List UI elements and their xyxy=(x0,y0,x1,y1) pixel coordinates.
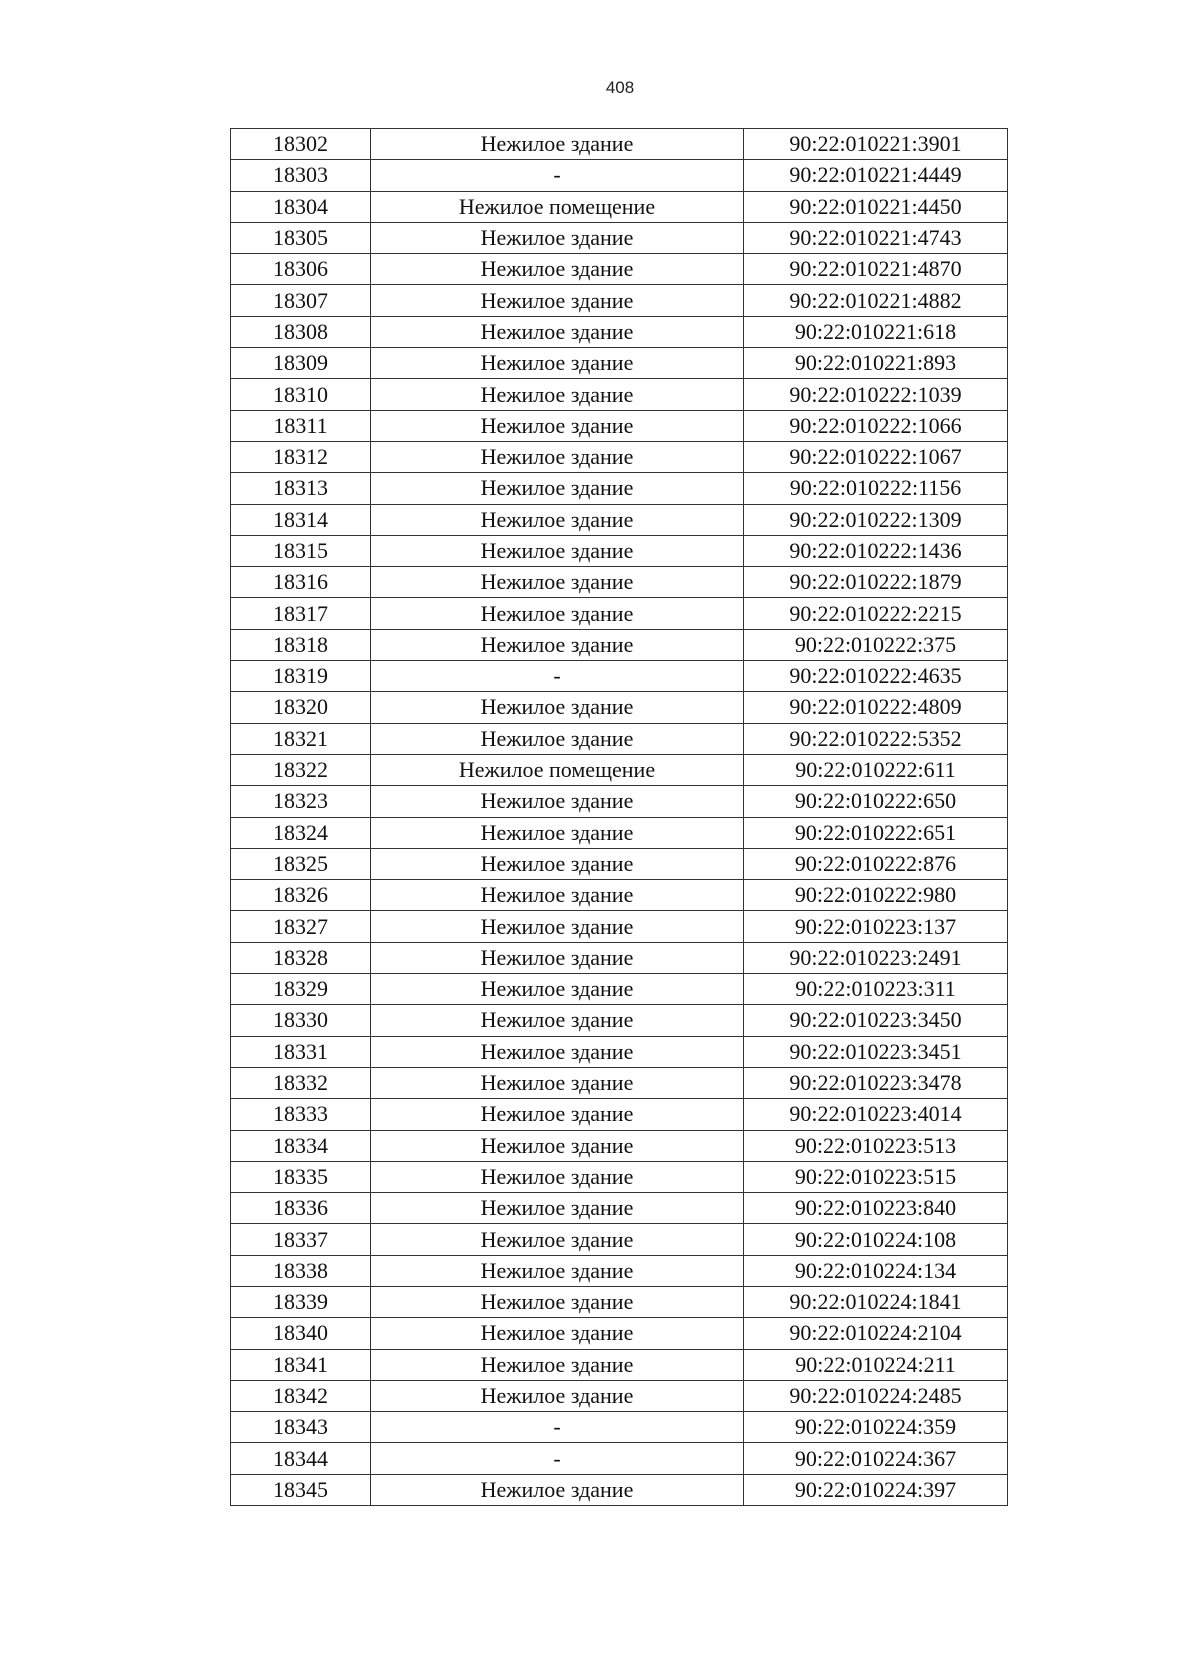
object-type-cell: Нежилое здание xyxy=(371,1349,744,1380)
table-row xyxy=(231,723,1008,754)
object-type-cell: Нежилое здание xyxy=(371,1286,744,1317)
row-number-cell: 18328 xyxy=(231,942,371,973)
cadastral-number-cell: 90:22:010222:651 xyxy=(744,817,1008,848)
object-type-cell: Нежилое здание xyxy=(371,1318,744,1349)
row-number-cell: 18344 xyxy=(231,1443,371,1474)
row-number-cell: 18318 xyxy=(231,629,371,660)
object-type-cell: - xyxy=(371,1412,744,1443)
table-row xyxy=(231,1380,1008,1411)
cadastral-number-cell: 90:22:010224:2104 xyxy=(744,1318,1008,1349)
table-row xyxy=(231,1130,1008,1161)
row-number-cell: 18331 xyxy=(231,1036,371,1067)
object-type-cell: Нежилое здание xyxy=(371,1036,744,1067)
object-type-cell: Нежилое здание xyxy=(371,441,744,472)
row-number-cell: 18330 xyxy=(231,1005,371,1036)
page-number: 408 xyxy=(605,78,635,97)
table-row xyxy=(231,754,1008,785)
object-type-cell: Нежилое здание xyxy=(371,504,744,535)
cadastral-number-cell: 90:22:010221:893 xyxy=(744,348,1008,379)
table-row xyxy=(231,1286,1008,1317)
row-number-cell: 18335 xyxy=(231,1161,371,1192)
table-row xyxy=(231,567,1008,598)
table-row xyxy=(231,1474,1008,1505)
table-row xyxy=(231,629,1008,660)
cadastral-number-cell: 90:22:010223:840 xyxy=(744,1193,1008,1224)
object-type-cell: Нежилое здание xyxy=(371,723,744,754)
row-number-cell: 18308 xyxy=(231,316,371,347)
cadastral-number-cell: 90:22:010224:359 xyxy=(744,1412,1008,1443)
cadastral-number-cell: 90:22:010224:397 xyxy=(744,1474,1008,1505)
table-row xyxy=(231,129,1008,160)
object-type-cell: Нежилое здание xyxy=(371,379,744,410)
table-row xyxy=(231,441,1008,472)
cadastral-number-cell: 90:22:010221:4450 xyxy=(744,191,1008,222)
table-row xyxy=(231,1412,1008,1443)
table-row xyxy=(231,1318,1008,1349)
row-number-cell: 18311 xyxy=(231,410,371,441)
object-type-cell: Нежилое здание xyxy=(371,254,744,285)
row-number-cell: 18343 xyxy=(231,1412,371,1443)
table-row xyxy=(231,598,1008,629)
table-row xyxy=(231,1161,1008,1192)
cadastral-number-cell: 90:22:010224:2485 xyxy=(744,1380,1008,1411)
row-number-cell: 18305 xyxy=(231,222,371,253)
object-type-cell: Нежилое здание xyxy=(371,598,744,629)
table-row xyxy=(231,1005,1008,1036)
cadastral-number-cell: 90:22:010224:134 xyxy=(744,1255,1008,1286)
object-type-cell: - xyxy=(371,661,744,692)
row-number-cell: 18334 xyxy=(231,1130,371,1161)
object-type-cell: Нежилое здание xyxy=(371,1474,744,1505)
table-row xyxy=(231,661,1008,692)
object-type-cell: Нежилое здание xyxy=(371,410,744,441)
object-type-cell: Нежилое здание xyxy=(371,473,744,504)
cadastral-number-cell: 90:22:010223:2491 xyxy=(744,942,1008,973)
cadastral-number-cell: 90:22:010222:1156 xyxy=(744,473,1008,504)
object-type-cell: Нежилое здание xyxy=(371,942,744,973)
cadastral-number-cell: 90:22:010223:3478 xyxy=(744,1067,1008,1098)
object-type-cell: Нежилое здание xyxy=(371,692,744,723)
cadastral-number-cell: 90:22:010223:515 xyxy=(744,1161,1008,1192)
table-row xyxy=(231,1255,1008,1286)
table-row xyxy=(231,316,1008,347)
table-row xyxy=(231,942,1008,973)
object-type-cell: Нежилое помещение xyxy=(371,191,744,222)
object-type-cell: Нежилое здание xyxy=(371,222,744,253)
object-type-cell: Нежилое здание xyxy=(371,316,744,347)
cadastral-number-cell: 90:22:010224:367 xyxy=(744,1443,1008,1474)
cadastral-number-cell: 90:22:010221:4882 xyxy=(744,285,1008,316)
object-type-cell: Нежилое здание xyxy=(371,911,744,942)
table-row xyxy=(231,504,1008,535)
cadastral-number-cell: 90:22:010221:618 xyxy=(744,316,1008,347)
row-number-cell: 18340 xyxy=(231,1318,371,1349)
row-number-cell: 18315 xyxy=(231,535,371,566)
object-type-cell: Нежилое здание xyxy=(371,567,744,598)
object-type-cell: Нежилое здание xyxy=(371,1224,744,1255)
table-row xyxy=(231,1349,1008,1380)
cadastral-number-cell: 90:22:010223:311 xyxy=(744,974,1008,1005)
row-number-cell: 18309 xyxy=(231,348,371,379)
table-row xyxy=(231,974,1008,1005)
row-number-cell: 18327 xyxy=(231,911,371,942)
table-row xyxy=(231,410,1008,441)
table-row xyxy=(231,285,1008,316)
cadastral-number-cell: 90:22:010222:4635 xyxy=(744,661,1008,692)
row-number-cell: 18304 xyxy=(231,191,371,222)
row-number-cell: 18320 xyxy=(231,692,371,723)
object-type-cell: - xyxy=(371,160,744,191)
cadastral-number-cell: 90:22:010222:1309 xyxy=(744,504,1008,535)
object-type-cell: Нежилое здание xyxy=(371,629,744,660)
object-type-cell: Нежилое здание xyxy=(371,1005,744,1036)
row-number-cell: 18322 xyxy=(231,754,371,785)
table-row xyxy=(231,1099,1008,1130)
table-row xyxy=(231,1036,1008,1067)
cadastral-number-cell: 90:22:010224:1841 xyxy=(744,1286,1008,1317)
row-number-cell: 18312 xyxy=(231,441,371,472)
row-number-cell: 18314 xyxy=(231,504,371,535)
row-number-cell: 18329 xyxy=(231,974,371,1005)
cadastral-number-cell: 90:22:010222:876 xyxy=(744,848,1008,879)
table-row xyxy=(231,817,1008,848)
object-type-cell: Нежилое здание xyxy=(371,1193,744,1224)
row-number-cell: 18342 xyxy=(231,1380,371,1411)
table-row xyxy=(231,379,1008,410)
row-number-cell: 18336 xyxy=(231,1193,371,1224)
row-number-cell: 18341 xyxy=(231,1349,371,1380)
object-type-cell: Нежилое здание xyxy=(371,786,744,817)
table-row xyxy=(231,473,1008,504)
object-type-cell: Нежилое здание xyxy=(371,129,744,160)
object-type-cell: Нежилое здание xyxy=(371,1161,744,1192)
cadastral-number-cell: 90:22:010223:3450 xyxy=(744,1005,1008,1036)
cadastral-number-cell: 90:22:010222:1039 xyxy=(744,379,1008,410)
object-type-cell: Нежилое здание xyxy=(371,817,744,848)
row-number-cell: 18337 xyxy=(231,1224,371,1255)
cadastral-number-cell: 90:22:010224:108 xyxy=(744,1224,1008,1255)
object-type-cell: Нежилое здание xyxy=(371,348,744,379)
row-number-cell: 18317 xyxy=(231,598,371,629)
table-row xyxy=(231,348,1008,379)
property-registry-table xyxy=(230,128,1008,1506)
cadastral-number-cell: 90:22:010222:2215 xyxy=(744,598,1008,629)
cadastral-number-cell: 90:22:010223:4014 xyxy=(744,1099,1008,1130)
table-row xyxy=(231,1193,1008,1224)
object-type-cell: Нежилое здание xyxy=(371,1380,744,1411)
table-row xyxy=(231,160,1008,191)
table-row xyxy=(231,222,1008,253)
row-number-cell: 18333 xyxy=(231,1099,371,1130)
table-row xyxy=(231,692,1008,723)
cadastral-number-cell: 90:22:010222:375 xyxy=(744,629,1008,660)
row-number-cell: 18321 xyxy=(231,723,371,754)
table-row xyxy=(231,911,1008,942)
table-row xyxy=(231,1443,1008,1474)
table-row xyxy=(231,191,1008,222)
cadastral-number-cell: 90:22:010222:5352 xyxy=(744,723,1008,754)
cadastral-number-cell: 90:22:010224:211 xyxy=(744,1349,1008,1380)
cadastral-number-cell: 90:22:010221:3901 xyxy=(744,129,1008,160)
object-type-cell: Нежилое здание xyxy=(371,285,744,316)
object-type-cell: Нежилое здание xyxy=(371,1255,744,1286)
object-type-cell: Нежилое здание xyxy=(371,1067,744,1098)
cadastral-number-cell: 90:22:010223:3451 xyxy=(744,1036,1008,1067)
cadastral-number-cell: 90:22:010223:513 xyxy=(744,1130,1008,1161)
row-number-cell: 18326 xyxy=(231,880,371,911)
object-type-cell: - xyxy=(371,1443,744,1474)
object-type-cell: Нежилое здание xyxy=(371,974,744,1005)
table-row xyxy=(231,1224,1008,1255)
object-type-cell: Нежилое здание xyxy=(371,848,744,879)
table-row xyxy=(231,1067,1008,1098)
cadastral-number-cell: 90:22:010222:980 xyxy=(744,880,1008,911)
object-type-cell: Нежилое здание xyxy=(371,1099,744,1130)
table-row xyxy=(231,848,1008,879)
row-number-cell: 18323 xyxy=(231,786,371,817)
cadastral-number-cell: 90:22:010222:1067 xyxy=(744,441,1008,472)
object-type-cell: Нежилое здание xyxy=(371,535,744,566)
row-number-cell: 18324 xyxy=(231,817,371,848)
object-type-cell: Нежилое здание xyxy=(371,880,744,911)
cadastral-number-cell: 90:22:010222:4809 xyxy=(744,692,1008,723)
object-type-cell: Нежилое здание xyxy=(371,1130,744,1161)
cadastral-number-cell: 90:22:010222:1436 xyxy=(744,535,1008,566)
row-number-cell: 18302 xyxy=(231,129,371,160)
row-number-cell: 18310 xyxy=(231,379,371,410)
cadastral-number-cell: 90:22:010222:611 xyxy=(744,754,1008,785)
row-number-cell: 18313 xyxy=(231,473,371,504)
row-number-cell: 18307 xyxy=(231,285,371,316)
row-number-cell: 18332 xyxy=(231,1067,371,1098)
cadastral-number-cell: 90:22:010222:1879 xyxy=(744,567,1008,598)
object-type-cell: Нежилое помещение xyxy=(371,754,744,785)
table-row xyxy=(231,786,1008,817)
table-body xyxy=(231,129,1008,1506)
row-number-cell: 18316 xyxy=(231,567,371,598)
row-number-cell: 18325 xyxy=(231,848,371,879)
cadastral-number-cell: 90:22:010222:650 xyxy=(744,786,1008,817)
table-row xyxy=(231,880,1008,911)
table-row xyxy=(231,254,1008,285)
row-number-cell: 18338 xyxy=(231,1255,371,1286)
row-number-cell: 18345 xyxy=(231,1474,371,1505)
cadastral-number-cell: 90:22:010221:4870 xyxy=(744,254,1008,285)
cadastral-number-cell: 90:22:010223:137 xyxy=(744,911,1008,942)
row-number-cell: 18319 xyxy=(231,661,371,692)
cadastral-number-cell: 90:22:010222:1066 xyxy=(744,410,1008,441)
row-number-cell: 18303 xyxy=(231,160,371,191)
cadastral-number-cell: 90:22:010221:4449 xyxy=(744,160,1008,191)
row-number-cell: 18339 xyxy=(231,1286,371,1317)
table-row xyxy=(231,535,1008,566)
cadastral-number-cell: 90:22:010221:4743 xyxy=(744,222,1008,253)
row-number-cell: 18306 xyxy=(231,254,371,285)
